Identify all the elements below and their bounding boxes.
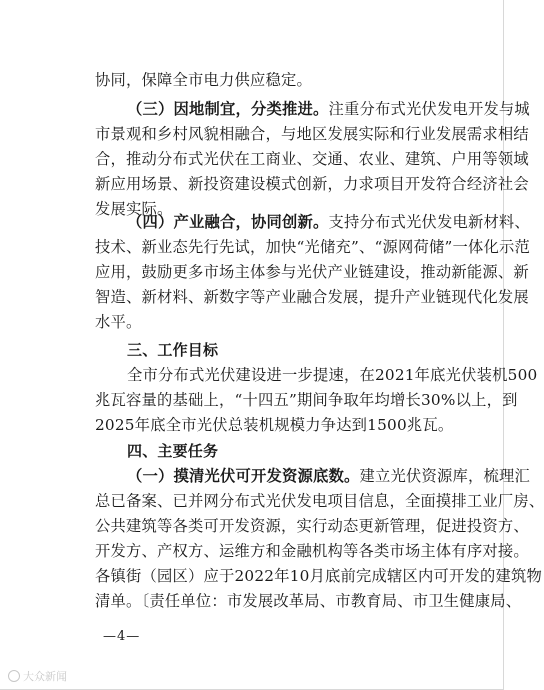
paragraph-line: 公共建筑等各类可开发资源，实行动态更新管理，促进投资方、 [95, 517, 529, 535]
paragraph-line: 新应用场景、新投资建设模式创新，力求项目开发符合经济社会 [95, 175, 529, 193]
section-lead: （三）因地制宜，分类推进。 [127, 100, 329, 118]
paragraph-line: 智造、新材料、新数字等产业融合发展，提升产业链现代化发展 [95, 288, 529, 306]
watermark-logo-icon [8, 670, 20, 682]
section-heading: 四、主要任务 [127, 442, 219, 460]
watermark-text: 大众新闻 [23, 670, 67, 683]
paragraph-line: 全市分布式光伏建设进一步提速，在2021年底光伏装机500 [127, 366, 538, 384]
paragraph-line: 2025年底全市光伏总装机规模力争达到1500兆瓦。 [95, 416, 454, 434]
paragraph-line: （一）摸清光伏可开发资源底数。建立光伏资源库，梳理汇 [127, 467, 530, 485]
paragraph-line: 清单。〔责任单位：市发展改革局、市教育局、市卫生健康局、 [95, 592, 522, 610]
section-lead: （四）产业融合，协同创新。 [127, 213, 329, 231]
paragraph-line: 协同，保障全市电力供应稳定。 [95, 71, 312, 89]
paragraph-line: 开发方、产权方、运维方和金融机构等各类市场主体有序对接。 [95, 542, 529, 560]
paragraph-line: 技术、新业态先行先试，加快“光储充”、“源网荷储”一体化示范 [95, 238, 531, 256]
paragraph-line: 市景观和乡村风貌相融合，与地区发展实际和行业发展需求相结 [95, 125, 529, 143]
page-number: —4— [103, 629, 141, 644]
paragraph-line: 合，推动分布式光伏在工商业、交通、农业、建筑、户用等领域 [95, 150, 529, 168]
paragraph-line: 水平。 [95, 313, 142, 331]
section-lead: （一）摸清光伏可开发资源底数。 [127, 467, 360, 485]
paragraph-line: 发展实际。 [95, 200, 173, 218]
paragraph-line: 兆瓦容量的基础上，“十四五”期间争取年均增长30%以上，到 [95, 391, 518, 409]
paragraph-line: 总已备案、已并网分布式光伏发电项目信息，全面摸排工业厂房、 [95, 492, 544, 510]
section-heading: 三、工作目标 [127, 341, 219, 359]
watermark [8, 668, 67, 684]
paragraph-line: 各镇街（园区）应于2022年10月底前完成辖区内可开发的建筑物 [95, 567, 543, 585]
paragraph-line: （四）产业融合，协同创新。支持分布式光伏发电新材料、 [127, 213, 530, 231]
paragraph-line: （三）因地制宜，分类推进。注重分布式光伏发电开发与城 [127, 100, 530, 118]
paragraph-line: 应用，鼓励更多市场主体参与光伏产业链建设，推动新能源、新 [95, 263, 529, 281]
